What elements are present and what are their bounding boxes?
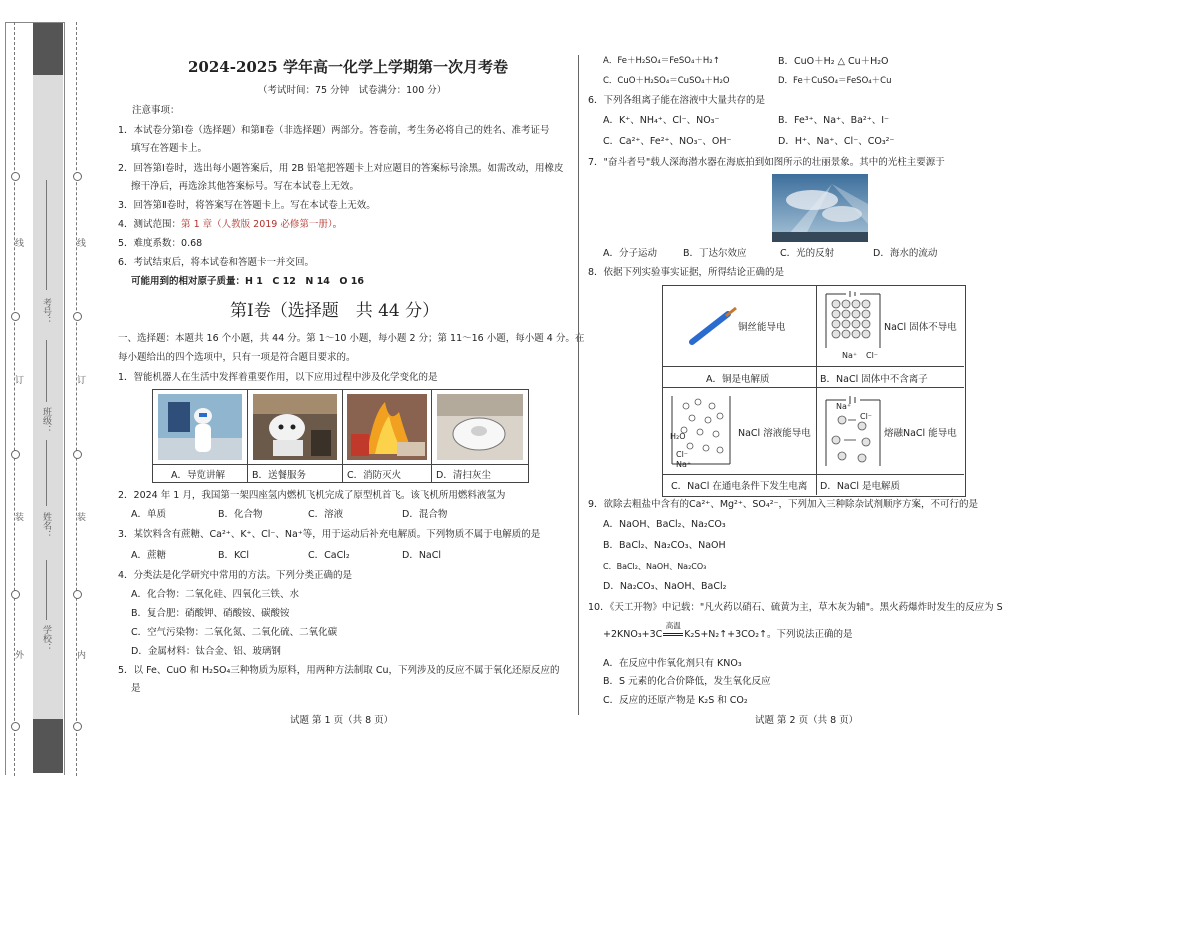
q9-option-b[interactable]: B．BaCl₂、Na₂CO₃、NaOH	[603, 540, 726, 551]
q6-option-b[interactable]: B．Fe³⁺、Na⁺、Ba²⁺、I⁻	[778, 115, 890, 126]
firefighting-robot-image	[347, 394, 427, 460]
q8-panel-b-label: NaCl 固体不导电	[884, 322, 957, 333]
q6-stem: 6．下列各组离子能在溶液中大量共存的是	[588, 95, 766, 106]
molten-nacl-image	[822, 392, 884, 468]
note-5: 5．难度系数：0.68	[118, 238, 203, 249]
q2-option-b[interactable]: B．化合物	[218, 509, 263, 520]
intro-line-2: 每小题给出的四个选项中，只有一项是符合题目要求的。	[118, 352, 356, 363]
q5-stem: 5．以 Fe、CuO 和 H₂SO₄三种物质为原料，用两种方法制取 Cu，下列涉及的反应不属于氧化还原反应的	[118, 665, 560, 676]
school-label: 学校：	[41, 625, 51, 652]
class-field[interactable]	[46, 340, 47, 402]
q1-option-b[interactable]: B．送餐服务	[248, 465, 343, 483]
note-2: 2．回答第Ⅰ卷时，选出每小题答案后，用 2B 铅笔把答题卡上对应题目的答案标号涂黑。如需改动，用橡皮	[118, 163, 564, 174]
q8-grid-vline	[816, 285, 817, 495]
q5-option-d[interactable]: D．Fe＋CuSO₄＝FeSO₄＋Cu	[778, 76, 892, 86]
q8-panel-b-ion-cl: Cl⁻	[866, 351, 879, 360]
dashed-line-inner	[76, 22, 77, 776]
q6-option-a[interactable]: A．K⁺、NH₄⁺、Cl⁻、NO₃⁻	[603, 115, 720, 126]
name-field[interactable]	[46, 440, 47, 506]
q10-stem: 10．《天工开物》中记载："凡火药以硝石、硫黄为主，草木灰为辅"。黑火药爆炸时发生的反应为 S	[588, 602, 1003, 613]
binding-label-bind: 装	[13, 512, 23, 521]
q10-option-c[interactable]: C．反应的还原产物是 K₂S 和 CO₂	[603, 695, 748, 706]
q9-option-d[interactable]: D．Na₂CO₃、NaOH、BaCl₂	[603, 581, 727, 592]
binding-label-inner: 内	[75, 650, 85, 659]
binding-label-order: 订	[13, 375, 23, 384]
binding-circle	[11, 172, 20, 181]
q3-stem: 3．某饮料含有蔗糖、Ca²⁺、K⁺、Cl⁻、Na⁺等，用于运动后补充电解质。下列物质不属于电解质的是	[118, 529, 541, 540]
q8-option-c[interactable]: C．NaCl 在通电条件下发生电离	[671, 481, 808, 492]
q4-stem: 4．分类法是化学研究中常用的方法。下列分类正确的是	[118, 570, 353, 581]
q10-reaction-arrow	[662, 621, 684, 641]
q4-option-c[interactable]: C．空气污染物：二氧化氮、二氧化硫、二氧化碳	[131, 627, 338, 638]
q8-grid-hline	[662, 387, 964, 388]
q1-image-cell	[343, 390, 432, 465]
binding-circle	[11, 450, 20, 459]
q9-option-c[interactable]: C．BaCl₂、NaOH、Na₂CO₃	[603, 562, 707, 571]
q1-stem: 1．智能机器人在生活中发挥着重要作用，以下应用过程中涉及化学变化的是	[118, 372, 438, 383]
binding-label-line-inner: 线	[75, 238, 85, 247]
q3-option-c[interactable]: C．CaCl₂	[308, 550, 350, 561]
q10-option-b[interactable]: B．S 元素的化合价降低，发生氧化反应	[603, 676, 771, 687]
q1-image-cell	[153, 390, 248, 465]
binding-bar	[33, 23, 63, 773]
note-1: 1．本试卷分第Ⅰ卷（选择题）和第Ⅱ卷（非选择题）两部分。答卷前，考生务必将自己的姓名、准考证号	[118, 125, 550, 136]
q7-stem: 7．"奋斗者号"载人深海潜水器在海底拍到如图所示的壮丽景象。其中的光柱主要源于	[588, 157, 945, 168]
binding-circle	[73, 722, 82, 731]
class-label: 班级：	[41, 407, 51, 434]
intro-line-1: 一、选择题：本题共 16 个小题，共 44 分。第 1～10 小题，每小题 2 分；第 11～16 小题，每小题 4 分。在	[118, 333, 585, 344]
note-1-cont: 填写在答题卡上。	[131, 143, 208, 154]
exam-subtitle: （考试时间：75 分钟 试卷满分：100 分）	[258, 85, 447, 96]
binding-label-order-inner: 订	[75, 375, 85, 384]
notes-heading: 注意事项：	[132, 105, 180, 116]
q3-option-d[interactable]: D．NaCl	[402, 550, 442, 561]
q8-stem: 8．依据下列实验事实证据，所得结论正确的是	[588, 267, 785, 278]
copper-wire-image	[688, 304, 740, 346]
note-4	[118, 218, 342, 231]
q1-option-d[interactable]: D．清扫灰尘	[432, 465, 529, 483]
q7-option-d[interactable]: D．海水的流动	[873, 248, 938, 259]
q10-products: K₂S+N₂↑+3CO₂↑。下列说法正确的是	[684, 629, 853, 640]
q5-option-a[interactable]: A．Fe＋H₂SO₄＝FeSO₄＋H₂↑	[603, 56, 720, 66]
q3-option-a[interactable]: A．蔗糖	[131, 550, 166, 561]
q8-panel-c-label: NaCl 溶液能导电	[738, 428, 811, 439]
atomic-mass: 可能用到的相对原子质量：H 1 C 12 N 14 O 16	[131, 276, 364, 287]
q2-stem: 2．2024 年 1 月，我国第一架四座氢内燃机飞机完成了原型机首飞。该飞机所用燃料液氢为	[118, 490, 506, 501]
q8-panel-d-label: 熔融NaCl 能导电	[884, 428, 957, 439]
delivery-robot-image	[253, 394, 337, 460]
section-title: 第Ⅰ卷（选择题 共 44 分）	[230, 301, 440, 321]
q9-stem: 9．欲除去粗盐中含有的Ca²⁺、Mg²⁺、SO₄²⁻，下列加入三种除杂试剂顺序方案，不可行的是	[588, 499, 979, 510]
binding-circle	[73, 312, 82, 321]
footer-right: 试题 第 2 页（共 8 页）	[755, 715, 859, 726]
footer-left: 试题 第 1 页（共 8 页）	[290, 715, 394, 726]
q7-light-beam-image	[772, 174, 868, 242]
nacl-solid-lattice-image	[822, 290, 884, 350]
exam-number-field[interactable]	[46, 180, 47, 290]
q1-image-cell	[432, 390, 529, 465]
q1-option-a[interactable]: A．导览讲解	[153, 465, 248, 483]
binding-circle	[73, 172, 82, 181]
binding-circle	[11, 722, 20, 731]
binding-ellipsis: …	[40, 722, 50, 731]
q2-option-d[interactable]: D．混合物	[402, 509, 448, 520]
note-3: 3．回答第Ⅱ卷时，将答案写在答题卡上。写在本试卷上无效。	[118, 200, 376, 211]
q8-grid-hline	[662, 366, 964, 367]
q6-option-c[interactable]: C．Ca²⁺、Fe²⁺、NO₃⁻、OH⁻	[603, 136, 732, 147]
q9-option-a[interactable]: A．NaOH、BaCl₂、Na₂CO₃	[603, 519, 726, 530]
binding-label-line: 线	[13, 238, 23, 247]
note-2-cont: 擦干净后，再选涂其他答案标号。写在本试卷上无效。	[131, 181, 360, 192]
q8-grid-hline	[662, 474, 964, 475]
q8-panel-d-na: Na⁺	[836, 402, 852, 411]
q8-panel-c-cl: Cl⁻	[676, 450, 689, 459]
scope-value: 第 1 章（人教版 2019 必修第一册）	[181, 219, 333, 230]
q8-panel-a-label: 铜丝能导电	[738, 322, 786, 333]
scope-suffix: 。	[332, 219, 343, 230]
q4-option-b[interactable]: B．复合肥：硝酸钾、硝酸铵、碳酸铵	[131, 608, 290, 619]
binding-circle	[73, 590, 82, 599]
q7-option-b[interactable]: B．丁达尔效应	[683, 248, 747, 259]
q8-panel-c-water: H₂O	[670, 432, 686, 441]
q7-option-a[interactable]: A．分子运动	[603, 248, 657, 259]
q5-stem-cont: 是	[131, 683, 141, 694]
school-field[interactable]	[46, 560, 47, 620]
q4-option-a[interactable]: A．化合物：二氧化硅、四氧化三铁、水	[131, 589, 299, 600]
q4-option-d[interactable]: D．金属材料：钛合金、铝、玻璃钢	[131, 646, 281, 657]
q1-image-cell	[248, 390, 343, 465]
name-label: 姓名：	[41, 512, 51, 539]
q10-equation	[603, 621, 853, 641]
q10-condition: 高温	[665, 621, 681, 630]
q10-reactants: +2KNO₃+3C	[603, 629, 663, 640]
q6-option-d[interactable]: D．H⁺、Na⁺、Cl⁻、CO₃²⁻	[778, 136, 895, 147]
binding-circle	[11, 590, 20, 599]
column-divider	[578, 55, 579, 715]
tour-robot-image	[158, 394, 242, 460]
q8-option-a[interactable]: A．铜是电解质	[706, 374, 770, 385]
q1-option-c[interactable]: C．消防灭火	[343, 465, 432, 483]
dashed-line-outer	[14, 22, 15, 776]
q8-panel-b-ion-na: Na⁺	[842, 351, 858, 360]
binding-circle	[11, 312, 20, 321]
binding-label-outer: 外	[13, 650, 23, 659]
exam-title: 2024-2025 学年高一化学上学期第一次月考卷	[188, 58, 508, 76]
scope-prefix: 4．测试范围：	[118, 219, 182, 230]
q8-panel-d-cl: Cl⁻	[860, 412, 873, 421]
q8-panel-c-na: Na⁺	[676, 460, 692, 469]
q2-option-c[interactable]: C．溶液	[308, 509, 344, 520]
q7-option-c[interactable]: C．光的反射	[780, 248, 835, 259]
binding-label-bind-inner: 装	[75, 512, 85, 521]
binding-circle	[73, 450, 82, 459]
q1-image-table	[152, 389, 529, 483]
note-6: 6．考试结束后，将本试卷和答题卡一并交回。	[118, 257, 315, 268]
q8-option-d[interactable]: D．NaCl 是电解质	[820, 481, 901, 492]
vacuum-robot-image	[437, 394, 523, 460]
q2-option-a[interactable]: A．单质	[131, 509, 166, 520]
q5-option-c[interactable]: C．CuO＋H₂SO₄＝CuSO₄＋H₂O	[603, 76, 730, 86]
q8-option-b[interactable]: B．NaCl 固体中不含离子	[820, 374, 928, 385]
q3-option-b[interactable]: B．KCl	[218, 550, 250, 561]
q10-option-a[interactable]: A．在反应中作氧化剂只有 KNO₃	[603, 658, 742, 669]
exam-number-label: 考号：	[41, 298, 51, 325]
q5-option-b[interactable]: B．CuO＋H₂ △ Cu＋H₂O	[778, 56, 889, 67]
